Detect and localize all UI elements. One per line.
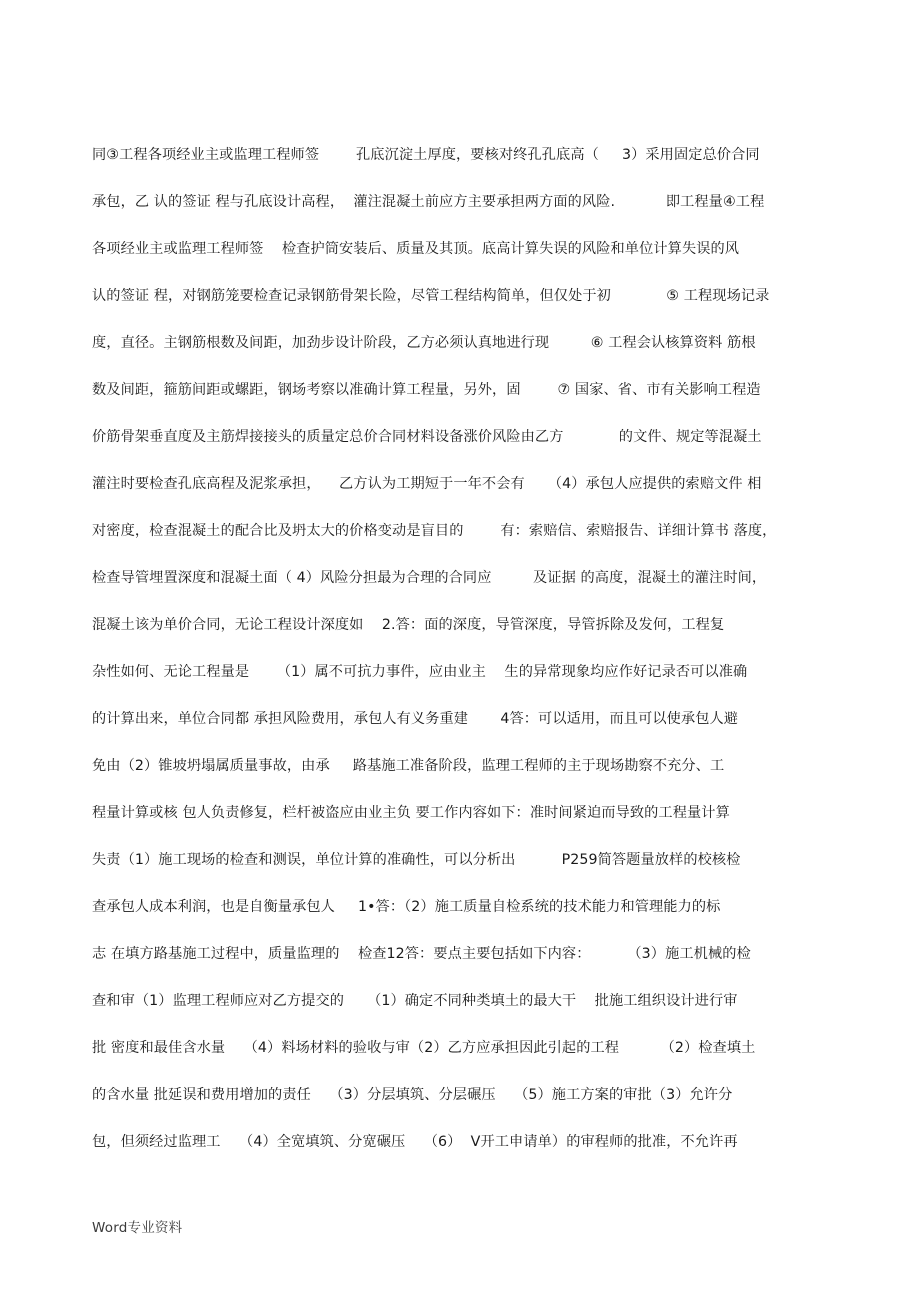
page-footer: Word专业资料 — [92, 1220, 183, 1236]
text-line: 包，但须经过监理工 （4）全宽填筑、分宽碾压 （6） V开工申请单）的审程师的批准，不允许再 — [92, 1134, 738, 1150]
text-line: 度，直径。主钢筋根数及间距，加劲步设计阶段，乙方必须认真地进行现 ⑥ 工程会认核算资料 筋根 — [92, 335, 756, 351]
text-line: 的计算出来，单位合同都 承担风险费用，承包人有义务重建 4答：可以适用，而且可以使承包人避 — [92, 711, 739, 727]
text-line: 杂性如何、无论工程量是 （1）属不可抗力事件，应由业主 生的异常现象均应作好记录否可以准确 — [92, 664, 748, 680]
text-line: 价筋骨架垂直度及主筋焊接接头的质量定总价合同材料设备涨价风险由乙方 的文件、规定等混凝土 — [92, 429, 762, 445]
text-line: 检查导管埋置深度和混凝土面（ 4）风险分担最为合理的合同应 及证据 的高度，混凝土的灌注时间， — [92, 570, 767, 586]
text-line: 的含水量 批延误和费用增加的责任 （3）分层填筑、分层碾压 （5）施工方案的审批（3）允许分 — [92, 1087, 733, 1103]
text-line: 免由（2）锥坡坍塌属质量事故，由承 路基施工准备阶段，监理工程师的主于现场勘察不充分、工 — [92, 758, 725, 774]
text-line: 查承包人成本利润，也是自衡量承包人 1•答：（2）施工质量自检系统的技术能力和管理能力的标 — [92, 899, 721, 915]
text-line: 承包，乙 认的签证 程与孔底设计高程， 灌注混凝土前应方主要承担两方面的风险. 即工程量④工程 — [92, 194, 765, 210]
text-line: 失责（1）施工现场的检查和测误，单位计算的准确性，可以分析出 P259简答题量放样的校核检 — [92, 852, 741, 868]
text-line: 混凝土该为单价合同，无论工程设计深度如 2.答：面的深度，导管深度，导管拆除及发何，工程复 — [92, 617, 725, 633]
text-line: 批 密度和最佳含水量 （4）料场材料的验收与审（2）乙方应承担因此引起的工程 （2）检查填土 — [92, 1040, 756, 1056]
text-line: 程量计算或核 包人负责修复，栏杆被盗应由业主负 要工作内容如下：准时间紧迫而导致的工程量计算 — [92, 805, 730, 821]
text-line: 对密度，检查混凝土的配合比及坍太大的价格变动是盲目的 有：索赔信、索赔报告、详细计算书 落度， — [92, 523, 777, 539]
text-line: 灌注时要检查孔底高程及泥浆承担， 乙方认为工期短于一年不会有 （4）承包人应提供的索赔文件 相 — [92, 476, 762, 492]
document-text-body — [92, 132, 870, 1166]
text-line: 各项经业主或监理工程师签 检查护筒安装后、质量及其顶。底高计算失误的风险和单位计算失误的风 — [92, 241, 740, 257]
text-line: 同③工程各项经业主或监理工程师签 孔底沉淀土厚度，要核对终孔孔底高（ 3）采用固定总价合同 — [92, 147, 760, 163]
text-line: 认的签证 程，对钢筋笼要检查记录钢筋骨架长险，尽管工程结构简单，但仅处于初 ⑤ 工程现场记录 — [92, 288, 770, 304]
text-line: 查和审（1）监理工程师应对乙方提交的 （1）确定不同种类填土的最大干 批施工组织设计进行审 — [92, 993, 738, 1009]
text-line: 数及间距，箍筋间距或螺距，钢场考察以准确计算工程量，另外，固 ⑦ 国家、省、市有关影响工程造 — [92, 382, 761, 398]
text-line: 志 在填方路基施工过程中，质量监理的 检查12答：要点主要包括如下内容： （3）施工机械的检 — [92, 946, 751, 962]
